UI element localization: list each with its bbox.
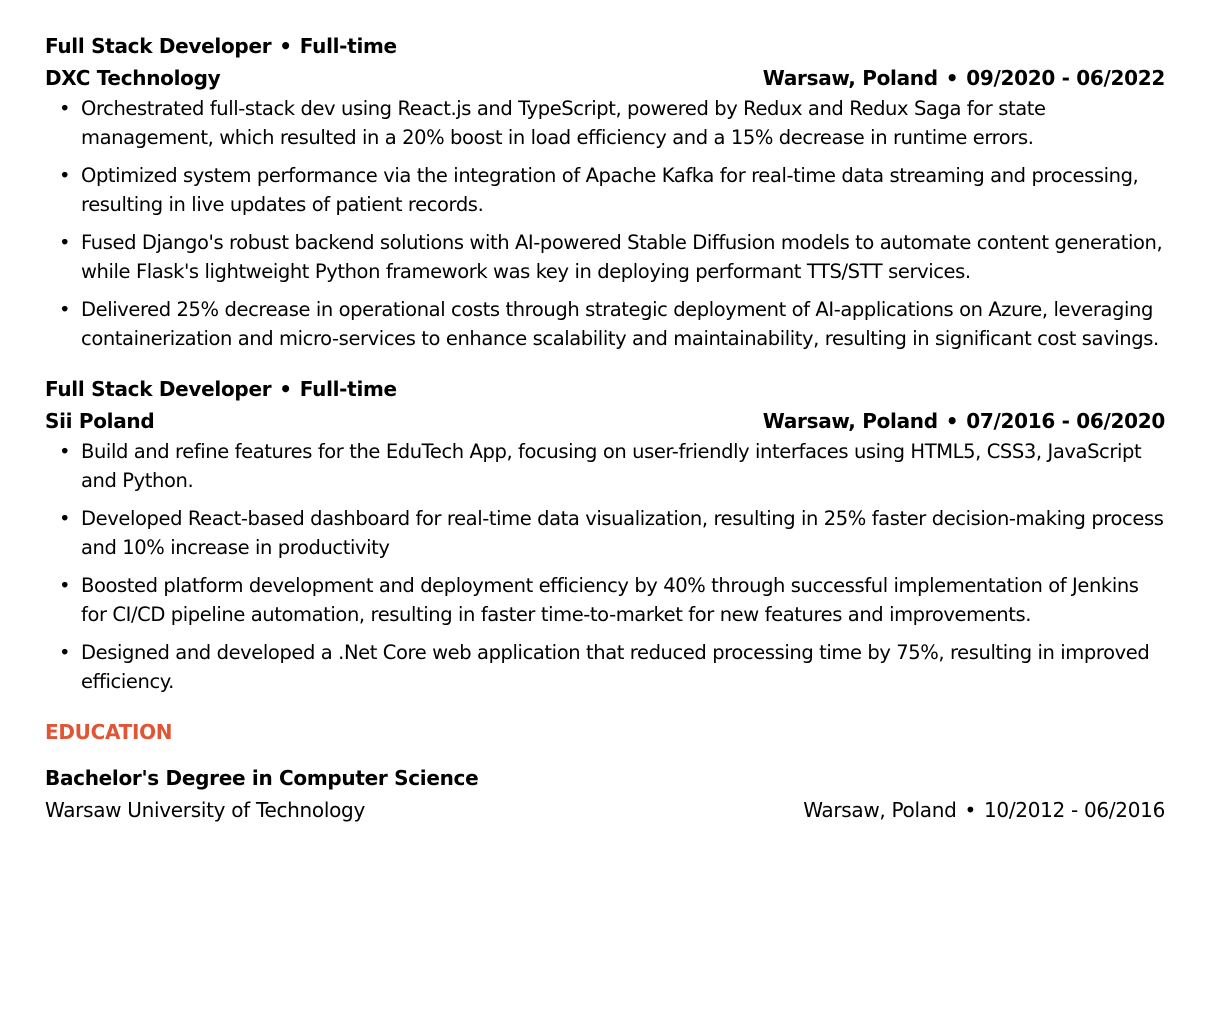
bullet-item: • Designed and developed a .Net Core web application that reduced processing time by 75%, resulting in improved efficiency. [81, 638, 1165, 696]
job-title-line [45, 30, 1165, 62]
school-name: Warsaw University of Technology [45, 798, 365, 822]
job-type: Full-time [299, 34, 397, 58]
education-location-dates [803, 794, 1165, 826]
job-bullets [45, 94, 1165, 353]
job-entry-dxc [45, 30, 1165, 353]
section-heading-education: EDUCATION [45, 720, 173, 744]
job-dates: 07/2016 - 06/2020 [966, 409, 1165, 433]
job-type: Full-time [299, 377, 397, 401]
education-location: Warsaw, Poland [803, 798, 957, 822]
job-dates: 09/2020 - 06/2022 [966, 66, 1165, 90]
company-name: DXC Technology [45, 66, 221, 90]
bullet-item: • Developed React-based dashboard for real-time data visualization, resulting in 25% faster decision-making process and 10% increase in productivity [81, 504, 1165, 562]
job-title: Full Stack Developer [45, 34, 272, 58]
degree-title: Bachelor's Degree in Computer Science [45, 766, 479, 790]
separator-dot: • [945, 66, 959, 90]
job-title: Full Stack Developer [45, 377, 272, 401]
bullet-item: • Build and refine features for the EduTech App, focusing on user-friendly interfaces using HTML5, CSS3, JavaScript and Python. [81, 437, 1165, 495]
resume-page [45, 30, 1165, 826]
job-location: Warsaw, Poland [762, 409, 938, 433]
job-title-line [45, 373, 1165, 405]
separator-dot: • [279, 34, 292, 58]
job-location: Warsaw, Poland [762, 66, 938, 90]
company-line [45, 62, 1165, 94]
bullet-item: • Boosted platform development and deployment efficiency by 40% through successful implementation of Jenkins for CI/CD pipeline automation, resulting in faster time-to-market for new features and improvements. [81, 571, 1165, 629]
bullet-item: • Fused Django's robust backend solutions with AI-powered Stable Diffusion models to automate content generation, while Flask's lightweight Python framework was key in deploying performant TTS/STT services. [81, 228, 1165, 286]
location-dates [763, 405, 1165, 437]
bullet-item: • Optimized system performance via the integration of Apache Kafka for real-time data streaming and processing, resulting in live updates of patient records. [81, 161, 1165, 219]
bullet-item: • Orchestrated full-stack dev using React.js and TypeScript, powered by Redux and Redux Saga for state management, which resulted in a 20% boost in load efficiency and a 15% decrease in runtime errors. [81, 94, 1165, 152]
education-line [45, 794, 1165, 826]
company-line [45, 405, 1165, 437]
separator-dot: • [279, 377, 292, 401]
location-dates [763, 62, 1165, 94]
company-name: Sii Poland [45, 409, 155, 433]
job-entry-sii [45, 373, 1165, 696]
bullet-item: • Delivered 25% decrease in operational costs through strategic deployment of AI-applications on Azure, leveraging containerization and micro-services to enhance scalability and maintainability, resulting in significant cost savings. [81, 295, 1165, 353]
separator-dot: • [945, 409, 959, 433]
separator-dot: • [964, 798, 976, 822]
job-bullets [45, 437, 1165, 696]
education-dates: 10/2012 - 06/2016 [983, 798, 1165, 822]
